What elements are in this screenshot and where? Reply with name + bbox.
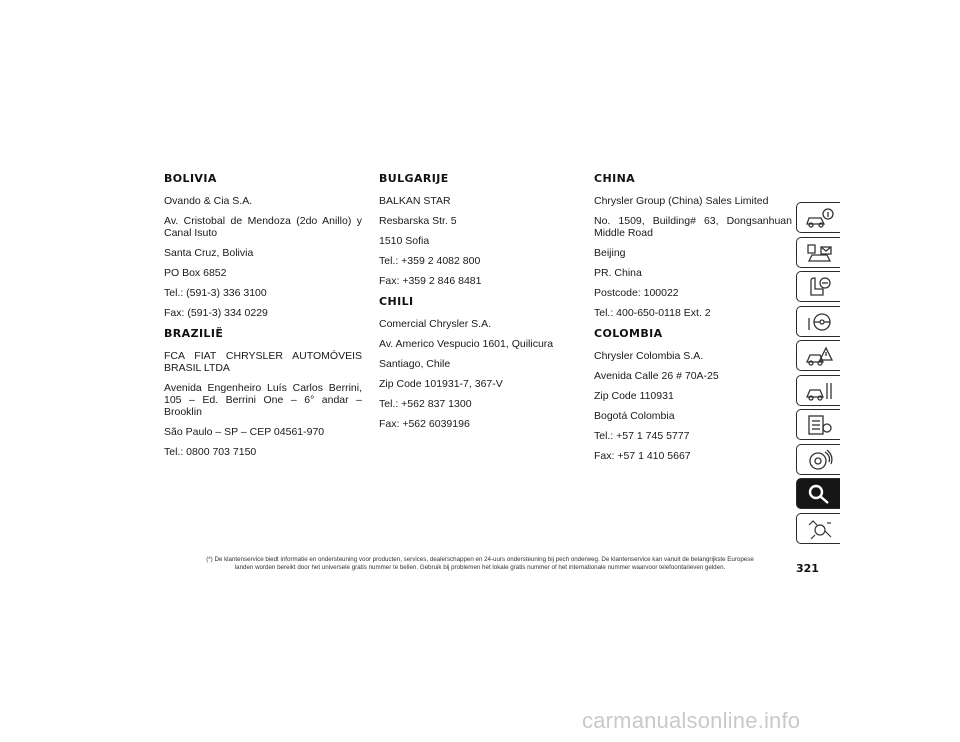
section-china [594, 172, 792, 319]
section-brazilie [164, 327, 362, 458]
car-info-icon [805, 206, 835, 230]
fax-line: Fax: +562 6039196 [379, 418, 470, 430]
car-tools-icon [805, 379, 835, 403]
tab-dashboard[interactable] [796, 237, 840, 268]
phone-line: Tel.: 0800 703 7150 [164, 446, 257, 458]
section-heading: CHILI [379, 295, 414, 308]
address-line: Av. Cristobal de Mendoza (2do Anillo) y Canal Isuto [164, 215, 362, 239]
tab-emergency[interactable] [796, 340, 840, 371]
address-line: Chrysler Group (China) Sales Limited [594, 195, 769, 207]
phone-line: Tel.: +562 837 1300 [379, 398, 472, 410]
address-line: Avenida Calle 26 # 70A-25 [594, 370, 719, 382]
chapter-tabs [796, 202, 842, 547]
tab-vehicle-info[interactable] [796, 202, 840, 233]
footnote-line: (*) De klantenservice biedt informatie en ondersteuning voor producten, services, dealerschappen en 24-uurs ondersteuning bij pech onderweg. De klantenservice kan vanuit de belangrijkste Europese [206, 556, 754, 563]
address-line: Avenida Engenheiro Luís Carlos Berrini, 105 – Ed. Berrini One – 6° andar – Brooklin [164, 382, 362, 418]
language-icon [805, 517, 835, 541]
address-line: Ovando & Cia S.A. [164, 195, 253, 207]
address-line: Av. Americo Vespucio 1601, Quilicura [379, 338, 554, 350]
section-bolivia [164, 172, 362, 319]
footnote [160, 556, 800, 572]
fax-line: Fax: +57 1 410 5667 [594, 450, 691, 462]
tab-servicing[interactable] [796, 375, 840, 406]
address-line: Santiago, Chile [379, 358, 451, 370]
address-line: Beijing [594, 247, 626, 259]
tab-index[interactable] [796, 478, 840, 509]
column-1 [164, 168, 362, 466]
section-colombia [594, 327, 792, 462]
section-heading: BRAZILIË [164, 327, 224, 340]
phone-line: Tel.: (591-3) 336 3100 [164, 287, 267, 299]
address-line: São Paulo – SP – CEP 04561-970 [164, 426, 325, 438]
address-line: No. 1509, Building# 63, Dongsanhuan Middle Road [594, 215, 792, 239]
address-line: PO Box 6852 [164, 267, 227, 279]
column-2 [379, 168, 564, 438]
address-line: Zip Code 101931-7, 367-V [379, 378, 503, 390]
phone-line: Tel.: +57 1 745 5777 [594, 430, 690, 442]
fax-line: Fax: +359 2 846 8481 [379, 275, 482, 287]
address-line: Chrysler Colombia S.A. [594, 350, 704, 362]
footnote-line: landen worden bereikt door het universele gratis nummer te bellen. Gebruik bij problemen het lokale gratis nummer of het internationale nummer waarvoor telefoontarieven gelden. [234, 564, 726, 571]
address-line: Santa Cruz, Bolivia [164, 247, 254, 259]
address-line: Bogotá Colombia [594, 410, 675, 422]
phone-line: Tel.: 400-650-0118 Ext. 2 [594, 307, 711, 319]
multimedia-icon [805, 448, 835, 472]
section-heading: CHINA [594, 172, 636, 185]
steering-wheel-icon [805, 310, 835, 334]
search-index-icon [805, 482, 835, 506]
car-mail-icon [805, 241, 835, 265]
section-heading: BOLIVIA [164, 172, 217, 185]
address-line: BALKAN STAR [379, 195, 451, 207]
address-line: Zip Code 110931 [594, 390, 674, 402]
tab-multimedia[interactable] [796, 444, 840, 475]
page-number: 321 [796, 562, 819, 575]
car-warning-icon [805, 344, 835, 368]
seat-airbag-icon [805, 275, 835, 299]
section-chili [379, 295, 564, 430]
section-heading: COLOMBIA [594, 327, 663, 340]
tab-safety[interactable] [796, 271, 840, 302]
address-line: Resbarska Str. 5 [379, 215, 457, 227]
section-bulgarije [379, 172, 564, 287]
specifications-list-icon [805, 413, 835, 437]
watermark-text: carmanualsonline.info [582, 708, 801, 733]
address-line: Comercial Chrysler S.A. [379, 318, 492, 330]
address-line: FCA FIAT CHRYSLER AUTOMÓVEIS BRASIL LTDA [164, 350, 362, 374]
address-line: 1510 Sofia [379, 235, 430, 247]
tab-customer-service[interactable] [796, 513, 840, 544]
tab-technical-specs[interactable] [796, 409, 840, 440]
address-line: Postcode: 100022 [594, 287, 679, 299]
column-3 [594, 168, 792, 470]
tab-starting-driving[interactable] [796, 306, 840, 337]
address-line: PR. China [594, 267, 642, 279]
fax-line: Fax: (591-3) 334 0229 [164, 307, 268, 319]
phone-line: Tel.: +359 2 4082 800 [379, 255, 481, 267]
section-heading: BULGARIJE [379, 172, 449, 185]
